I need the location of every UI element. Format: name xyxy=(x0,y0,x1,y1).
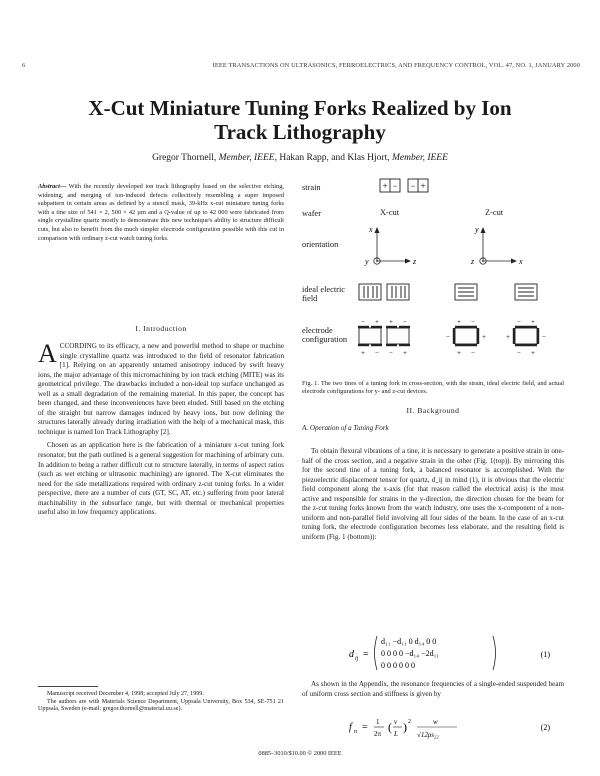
equation-1-number: (1) xyxy=(540,650,550,659)
zcut-axis-y: y xyxy=(475,225,479,234)
strain-diagram xyxy=(380,179,428,192)
svg-text:1: 1 xyxy=(376,718,380,726)
svg-text:2: 2 xyxy=(408,719,411,725)
zcut-sign-12: + xyxy=(531,349,535,357)
xcut-sign-3: + xyxy=(389,318,393,326)
background-heading: II. Background xyxy=(406,406,460,415)
strain-minus-2: − xyxy=(410,181,416,191)
author-2-role: Member, IEEE xyxy=(391,153,448,163)
fig-label-strain: strain xyxy=(302,183,321,192)
author-1: Gregor Thornell, xyxy=(152,153,217,163)
figure-1-caption: Fig. 1. The two tines of a tuning fork in cross-section, with the strain, ideal electric field, and actual electrode configurations for y- and z-cut devices. xyxy=(302,380,564,396)
svg-text:ij: ij xyxy=(355,656,359,662)
zcut-axis-x: x xyxy=(519,257,523,266)
intro-body xyxy=(38,339,284,518)
svg-text:(: ( xyxy=(388,720,392,734)
svg-text:=: = xyxy=(363,649,369,660)
footnote-rule xyxy=(38,686,98,687)
paper-title-line-2: Track Lithography xyxy=(214,120,386,144)
xcut-axes xyxy=(364,225,417,266)
equation-1 xyxy=(345,632,560,674)
xcut-sign-5: + xyxy=(361,349,365,357)
abstract-label: Abstract— xyxy=(38,183,67,190)
equation-2-expression xyxy=(345,712,560,742)
strain-minus-1: − xyxy=(392,181,398,191)
svg-text:0 0 0 0 0 0: 0 0 0 0 0 0 xyxy=(381,661,415,670)
xcut-ideal-field xyxy=(359,284,409,300)
abstract xyxy=(38,183,284,243)
background-paragraph-2: As shown in the Appendix, the resonance frequencies of a single-ended suspended beam of uniform cross section and stiffness is given by xyxy=(302,680,564,698)
xcut-sign-6: − xyxy=(375,349,379,357)
xcut-sign-7: − xyxy=(389,349,393,357)
background-subheading: A. Operation of a Tuning Fork xyxy=(302,424,389,432)
xcut-axis-y: y xyxy=(365,257,369,266)
page-number: 6 xyxy=(22,62,26,69)
fig-label-orientation: orientation xyxy=(302,240,339,249)
svg-text:w: w xyxy=(433,718,438,726)
author-list xyxy=(40,153,560,163)
zcut-sign-4: + xyxy=(482,333,486,341)
svg-text:f: f xyxy=(349,722,352,733)
zcut-electrodes xyxy=(446,318,546,357)
xcut-sign-1: − xyxy=(361,318,365,326)
paper-title-line-1: X-Cut Miniature Tuning Forks Realized by Ion xyxy=(88,96,512,120)
strain-plus-1: + xyxy=(382,181,388,191)
running-header: IEEE TRANSACTIONS ON ULTRASONICS, FERROELECTRICS, AND FREQUENCY CONTROL, VOL. 47, NO. 1, JANUARY 2000 xyxy=(212,62,580,69)
xcut-sign-8: + xyxy=(403,349,407,357)
abstract-text: With the recently developed ion track lithography based on the selective etching, widening, and merging of ion-induced defects collectively resembling a super imposed subpattern in certain areas as defined by a stencil mask, 39-kHz x-cut miniature tuning forks with a tine size of 541 × 2, 500 × 42 µm and a Q-value of up to 42 000 were fabricated from single crystalline quartz mostly to demonstrate this new technique's ability to structure difficult cuts, but also to benefit from the much simpler electrode configuration possible with this cut in comparison with ordinary z-cut watch tuning forks. xyxy=(38,183,284,242)
zcut-ideal-field xyxy=(455,284,537,300)
svg-text:): ) xyxy=(403,720,407,734)
zcut-axis-z: z xyxy=(471,257,475,266)
zcut-sign-10: − xyxy=(542,333,546,341)
xcut-axis-x: x xyxy=(369,225,373,234)
intro-paragraph-1: ACCORDING to its efficacy, a new and powerful method to shape or machine single crystalline quartz was introduced to the field of resonator fabrication [1]. Relying on an apparently untamed anisotropy induced by swift heavy ions, the major advantage of this micromachining by ion track etching (MITE) was its geometrical privilege. The drawbacks included a non-ideal top surface unchanged as well as a small degradation of the remaining material. In this paper, the concept has been changed, and these inconveniences have been eluded. Still based on the etching of the straight but narrow damages induced by heavy ions, but now defining the structures laterally already during irradiation with the help of a mechanical mask, this technique is named Ion Track Lithography [2]. xyxy=(38,339,284,436)
svg-text:L: L xyxy=(394,730,398,738)
zcut-sign-1: + xyxy=(457,318,461,326)
zcut-sign-9: + xyxy=(506,333,510,341)
fig-label-wafer: wafer xyxy=(302,209,322,218)
fig-label-ideal-field: ideal electric field xyxy=(302,285,346,303)
xcut-sign-4: − xyxy=(403,318,407,326)
footnote-received: Manuscript received December 4, 1998; accepted July 27, 1999. xyxy=(47,691,204,697)
xcut-sign-2: + xyxy=(375,318,379,326)
author-1-role: Member, IEEE, xyxy=(218,153,277,163)
intro-paragraph-2: Chosen as an application here is the fabrication of a miniature x-cut tuning fork resonator, but the path outlined is a general suggestion for machining of arbitrary cuts. In addition to being a rather difficult cut to structure laterally, in terms of aspect ratios (such as wet etching or ultrasonic machining) are ignored. The X-cut eliminates the need for the side metallizations required with ordinary z-cut tuning forks. In a wider perspective, there are a number of cuts (GT, SC, AT, etc.) suffering from poor lateral machinability in the subsurface range, but with thermal or mechanical properties useful also in low frequency applications. xyxy=(38,441,284,517)
fig-label-zcut: Z-cut xyxy=(485,208,504,217)
zcut-sign-3: − xyxy=(446,333,450,341)
footnote xyxy=(38,691,284,714)
drop-cap: A xyxy=(38,339,57,368)
equation-2 xyxy=(345,712,560,742)
footnote-affiliation: The authors are with Materials Science Department, Uppsala University, Box 534, SE-751 21 Uppsala, Sweden (e-mail: gregor.thornell@material.uu.se). xyxy=(38,698,284,713)
svg-text:=: = xyxy=(362,722,368,733)
svg-text:√12ρs₂₂: √12ρs₂₂ xyxy=(417,731,439,739)
zcut-sign-8: + xyxy=(531,318,535,326)
zcut-sign-11: − xyxy=(517,349,521,357)
zcut-axes xyxy=(470,225,523,266)
zcut-sign-6: − xyxy=(471,349,475,357)
copyright-footer: 0885–3010/$10.00 © 2000 IEEE xyxy=(258,750,342,757)
intro-heading: I. Introduction xyxy=(135,324,187,333)
zcut-sign-5: + xyxy=(457,349,461,357)
xcut-electrodes xyxy=(358,318,410,357)
equation-1-matrix xyxy=(345,632,560,674)
svg-text:d₁₁ −d₁₁ 0 d₁₄ 0 0: d₁₁ −d₁₁ 0 d₁₄ 0 0 xyxy=(381,637,437,646)
svg-text:0 0 0 0 −d₁₄ −2d₁₁: 0 0 0 0 −d₁₄ −2d₁₁ xyxy=(381,649,440,658)
background-paragraph-1: To obtain flexural vibrations of a tine, it is necessary to generate a positive strain in one-half of the cross section, and a negative strain in the other (Fig. 1(top)). By mirroring this for the second tine of a tuning fork, a balanced resonator is accomplished. With the piezoelectric displacement tensor for quartz, d_ij in mind (1), it is obvious that the electric field component along the x-axis (for that reason called the electrical axis) is the most active and responsible for strains in the y-direction, the direction chosen for the beam for the z-cut tuning forks known from the watch industry, one uses the x-component of a non-uniform and non-parallel field involving all four sides of the beam. In the case of an x-cut tuning fork, the electrode configuration becomes less elaborate, and the resulting field is uniform (Fig. 1 (bottom)): xyxy=(302,447,564,541)
fig-label-electrode: electrode configuration xyxy=(302,326,348,344)
svg-text:d: d xyxy=(349,649,354,660)
fig-label-xcut: X-cut xyxy=(380,208,400,217)
zcut-sign-7: − xyxy=(517,318,521,326)
svg-text:n: n xyxy=(354,729,357,735)
zcut-sign-2: − xyxy=(471,318,475,326)
svg-text:2π: 2π xyxy=(374,730,382,738)
xcut-axis-z: z xyxy=(413,257,417,266)
author-2: Hakan Rapp, and Klas Hjort, xyxy=(279,153,390,163)
strain-plus-2: + xyxy=(420,181,426,191)
svg-text:ν: ν xyxy=(394,718,398,726)
equation-2-number: (2) xyxy=(540,723,550,732)
figure-1-drawing xyxy=(355,176,570,376)
